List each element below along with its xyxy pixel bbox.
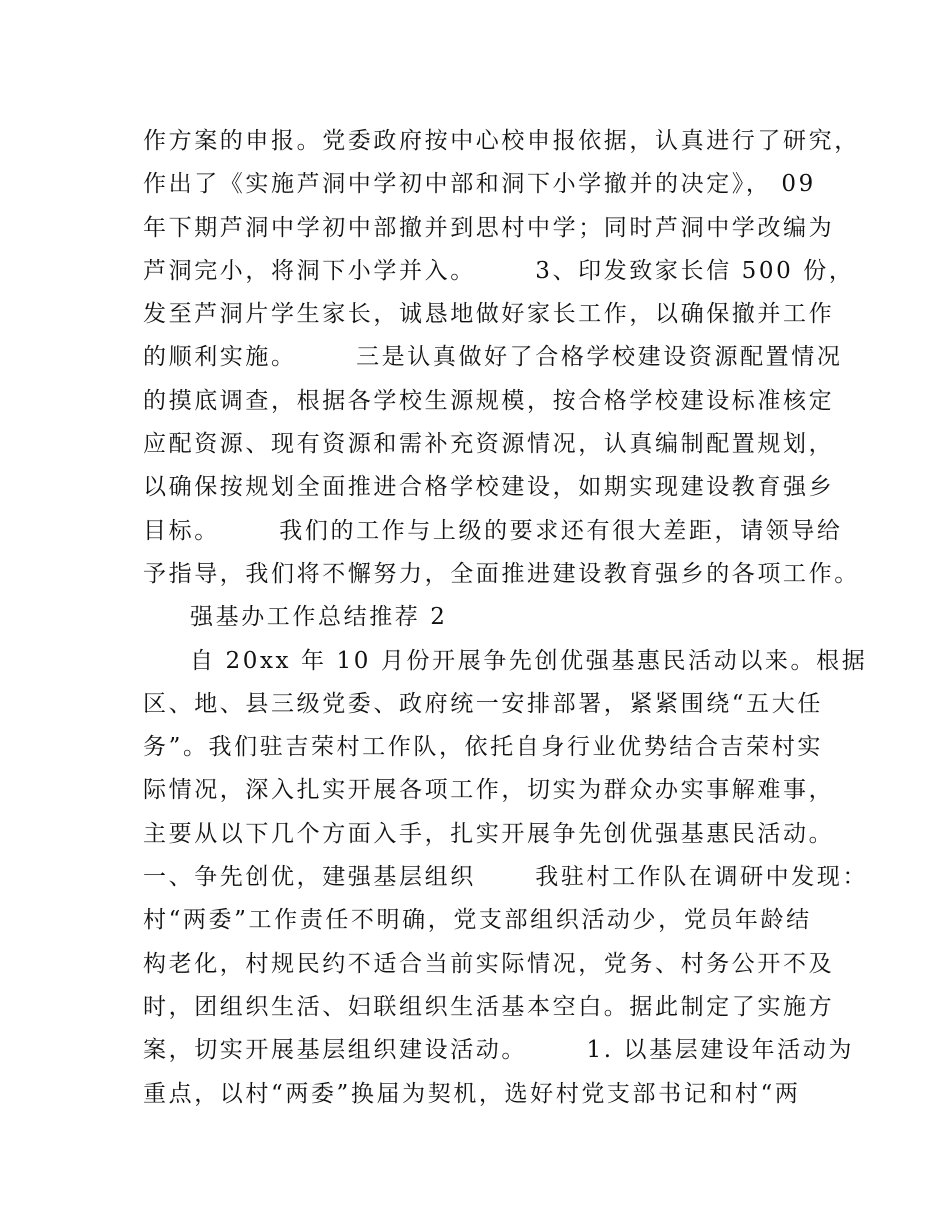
text-line: 予指导，我们将不懈努力，全面推进建设教育强乡的各项工作。 (143, 560, 860, 587)
text-line: 一、争先创优，建强基层组织 我驻村工作队在调研中发现： (143, 864, 869, 891)
text-line: 自 20xx 年 10 月份开展争先创优强基惠民活动以来。根据 (190, 647, 868, 674)
text-line: 的摸底调查，根据各学校生源规模，按合格学校建设标准核定 (143, 387, 835, 414)
text-line: 作出了《实施芦洞中学初中部和洞下小学撤并的决定》， 09 (143, 171, 816, 198)
text-line: 主要从以下几个方面入手，扎实开展争先创优强基惠民活动。 (143, 820, 835, 847)
body-text (143, 120, 869, 1116)
text-line: 时，团组织生活、妇联组织生活基本空白。据此制定了实施方 (143, 993, 835, 1020)
text-line: 村“两委”工作责任不明确，党支部组织活动少，党员年龄结 (143, 907, 812, 934)
text-line: 构老化，村规民约不适合当前实际情况，党务、村务公开不及 (143, 950, 835, 977)
text-line: 以确保按规划全面推进合格学校建设，如期实现建设教育强乡 (143, 474, 835, 501)
text-line: 作方案的申报。党委政府按中心校申报依据，认真进行了研究， (143, 128, 860, 154)
text-line: 目标。 我们的工作与上级的要求还有很大差距，请领导给 (143, 517, 843, 544)
text-line: 的顺利实施。 三是认真做好了合格学校建设资源配置情况 (143, 344, 843, 371)
text-line: 重点，以村“两委”换届为契机，选好村党支部书记和村“两 (143, 1080, 801, 1107)
text-line: 区、地、县三级党委、政府统一安排部署，紧紧围绕“五大任 (143, 690, 823, 717)
text-line: 发至芦洞片学生家长，诚恳地做好家长工作，以确保撤并工作 (143, 301, 835, 328)
text-line: 应配资源、现有资源和需补充资源情况，认真编制配置规划， (143, 431, 835, 458)
text-line: 案，切实开展基层组织建设活动。 1. 以基层建设年活动为 (143, 1037, 854, 1064)
text-line: 务”。我们驻吉荣村工作队，依托自身行业优势结合吉荣村实 (143, 734, 823, 761)
text-line: 年下期芦洞中学初中部撤并到思村中学；同时芦洞中学改编为 (143, 214, 835, 241)
section-heading: 强基办工作总结推荐 2 (190, 604, 448, 631)
text-line: 际情况，深入扎实开展各项工作，切实为群众办实事解难事， (143, 777, 835, 804)
text-line: 芦洞完小，将洞下小学并入。 3、印发致家长信 500 份， (143, 257, 855, 284)
